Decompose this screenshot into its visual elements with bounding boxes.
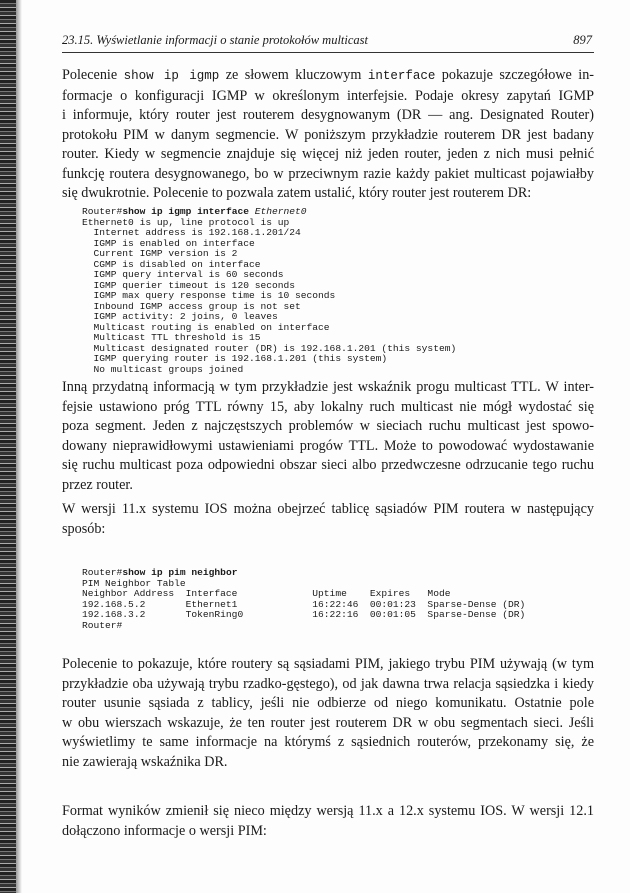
text-line [62,437,594,457]
text-line [62,145,594,165]
text-run: Polecenie to pokazuje, które routery są sąsiadami PIM, jakiego trybu PIM używają (w tym [62,656,594,672]
output-line: Multicast designated router (DR) is 192.168.1.201 (this system) [82,342,457,354]
command: show ip pim neighbor [122,567,238,578]
text-run: Inną przydatną informacją w tym przykładzie jest wskaźnik progu multicast TTL. W inter- [62,379,594,395]
output-line: Router# [82,619,123,631]
text-line [62,714,594,734]
text-run: Polecenie [62,67,124,83]
text-line [62,126,594,146]
paragraph-show-ip-igmp [62,66,594,204]
text-run: sposób: [62,520,106,537]
text-line [62,520,594,540]
text-line [62,733,594,753]
prompt: Router# [82,567,123,578]
text-run: przykładzie oba używają trybu rzadko-gęstego), od jak dawna trwa relacja sąsiedzka i kiedy [62,675,594,692]
output-line: Current IGMP version is 2 [82,248,238,259]
text-line [62,398,594,418]
scan-binding-edge [0,0,16,893]
text-run: i informuje, który router jest routerem desygnowanym (DR — ang. Designated Router) [62,107,594,123]
text-line [62,675,594,695]
output-line: Inbound IGMP access group is not set [82,300,301,312]
output-line: PIM Neighbor Table [82,577,186,589]
text-line [62,165,594,185]
text-run: Format wyników zmienił się nieco między wersją 11.x a 12.x systemu IOS. W wersji 12.1 [62,803,594,819]
command-line [82,207,456,218]
output-line: 192.168.3.2 TokenRing0 16:22:16 00:01:05 Sparse-Dense (DR) [82,609,526,620]
text-run: dołączono informacje o wersji PIM: [62,822,267,839]
output-line: Ethernet0 is up, line protocol is up [82,216,290,228]
text-run: W wersji 11.x systemu IOS można obejrzeć tablicę sąsiadów PIM routera w następujący [62,501,594,517]
inline-code: interface [367,69,436,83]
output-line: IGMP activity: 2 joins, 0 leaves [82,311,278,322]
text-line [62,822,594,842]
command: show ip igmp interface [122,206,255,217]
text-line [62,655,594,675]
text-line [62,476,594,496]
paragraph-ios-11 [62,500,594,539]
code-block-pim-neighbor [82,568,525,631]
text-line [62,456,594,476]
text-run: funkcję routera desygnowanego, bo w przeciwnym razie każdy pakiet multicast pojawiałby [62,165,594,182]
text-run: fejsie ustawiono próg TTL równy 15, aby lokalny ruch multicast nie mógł wydostać się [62,398,594,415]
paragraph-ios-12 [62,802,594,841]
text-run: wyświetlimy te same informacje na którymś z sąsiednich routerów, przekonamy się, że [62,734,594,750]
text-run: ze słowem kluczowym [219,67,368,83]
inline-code: show ip igmp [123,69,220,83]
prompt: Router# [82,206,123,217]
text-run: poza segment. Jeden z najczęstszych problemów w sieciach ruchu multicast jest spowo- [62,418,594,434]
output-line: IGMP is enabled on interface [82,237,255,249]
text-run: router. Kiedy w segmencie znajduje się więcej niż jeden router, jeden z nich musi pełnić [62,146,594,162]
output-line: No multicast groups joined [82,363,244,375]
output-line: CGMP is disabled on interface [82,258,261,270]
scan-binding-shadow [16,0,22,893]
output-line: Internet address is 192.168.1.201/24 [82,227,301,238]
text-line [62,184,594,204]
text-line [62,802,594,822]
paragraph-pim-neighbors-explained [62,655,594,772]
output-line: IGMP querying router is 192.168.1.201 (this system) [82,353,388,364]
text-line [62,87,594,107]
text-line [62,753,594,773]
text-line [62,66,594,87]
output-line: Neighbor Address Interface Uptime Expires Mode [82,588,451,599]
command-argument: Ethernet0 [254,206,307,217]
text-run: router usunie sąsiada z tablicy, jeśli nie odbierze od niego komunikatu. Ostatnie pole [62,695,594,711]
text-line [62,378,594,398]
text-run: w obu wierszach wskazuje, że ten router jest routerem DR w obu segmentach sieci. Jeśli [62,714,594,731]
output-line: IGMP max query response time is 10 seconds [82,290,336,301]
text-run: formacje o konfiguracji IGMP w określonym interfejsie. Podaje okresy zapytań IGMP [62,87,594,104]
output-line: Multicast routing is enabled on interface [82,321,330,333]
page-number: 897 [573,33,592,47]
output-line: Multicast TTL threshold is 15 [82,332,261,343]
text-run: protokołu PIM w danym segmencie. W poniższym przykładzie routerem DR jest badany [62,126,594,143]
command-line [82,568,525,579]
code-block-igmp-interface [82,207,456,375]
text-line [62,500,594,520]
output-line: 192.168.5.2 Ethernet1 16:22:46 00:01:23 Sparse-Dense (DR) [82,598,526,610]
text-run: przez router. [62,476,133,493]
running-header: 23.15. Wyświetlanie informacji o stanie protokołów multicast [62,33,369,47]
text-run: dowany nieprawidłowymi ustawieniami progów TTL. Może to powodować wydostawanie [62,437,594,454]
output-line: IGMP querier timeout is 120 seconds [82,279,296,291]
text-run: nie zawierają wskaźnika DR. [62,753,228,770]
text-line [62,417,594,437]
text-run: pokazuje szczegółowe in- [435,67,595,83]
paragraph-ttl-threshold [62,378,594,495]
text-line [62,106,594,126]
header-rule [62,52,594,53]
text-run: się ruchu multicast poza odpowiedni obszar sieci albo przedwczesne odrzucanie tego ruchu [62,457,594,473]
output-line: IGMP query interval is 60 seconds [82,269,284,280]
text-run: się dwukrotnie. Polecenie to pozwala zatem ustalić, który router jest routerem DR: [62,185,532,201]
text-line [62,694,594,714]
